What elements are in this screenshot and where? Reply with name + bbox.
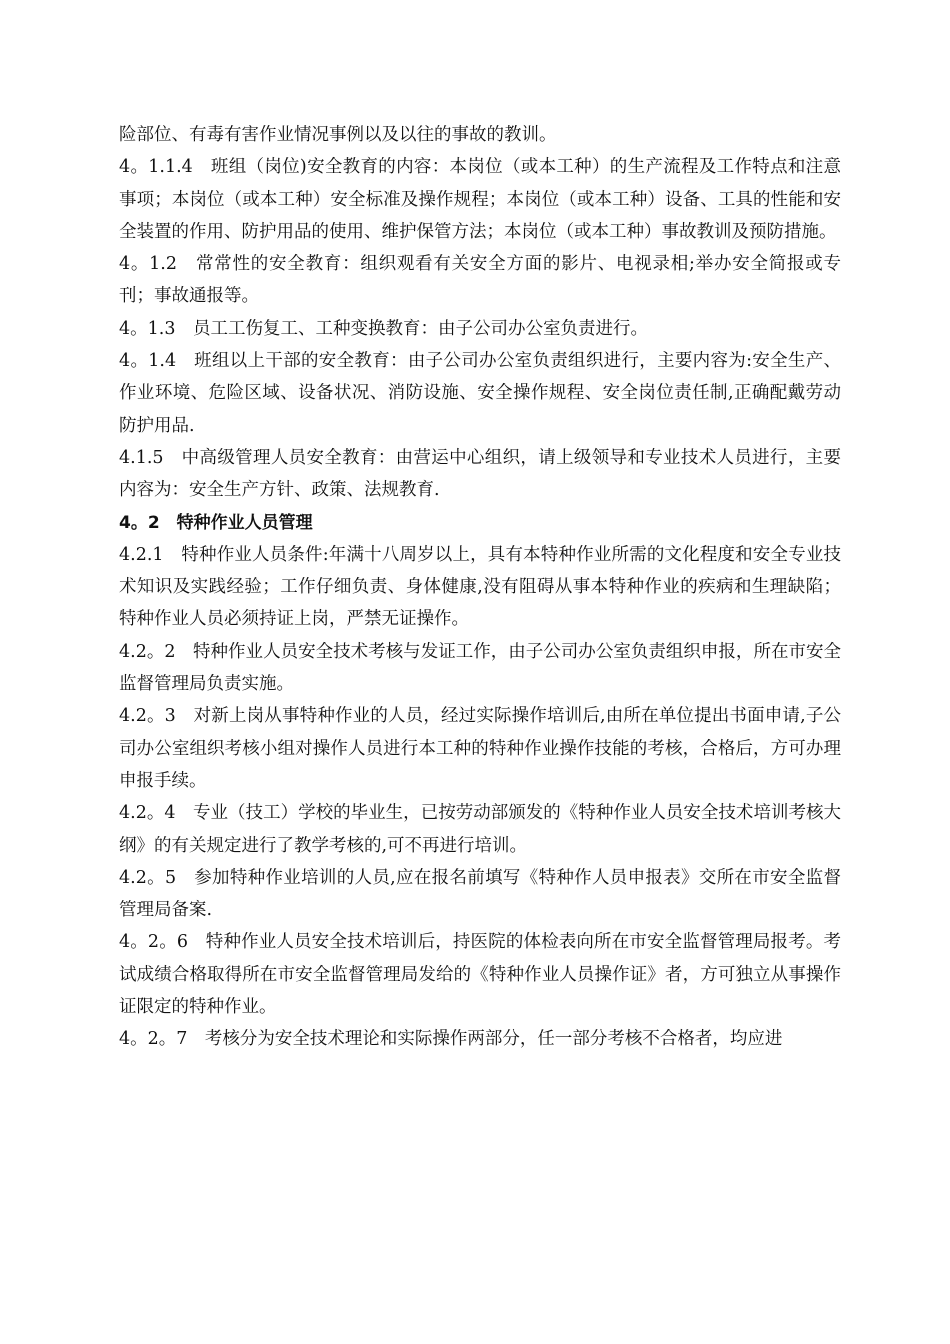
paragraph-4-1-2: 4。1.2 常常性的安全教育：组织观看有关安全方面的影片、电视录相;举办安全简报或专刊；事故通报等。 (119, 254, 841, 307)
paragraph-4-2-1: 4.2.1 特种作业人员条件:年满十八周岁以上，具有本特种作业所需的文化程度和安全专业技术知识及实践经验；工作仔细负责、身体健康,没有阻碍从事本特种作业的疾病和生理缺陷；特种作业人员必须持证上岗，严禁无证操作。 (119, 544, 841, 630)
paragraph-4-2-3: 4.2。3 对新上岗从事特种作业的人员，经过实际操作培训后,由所在单位提出书面申请,子公司办公室组织考核小组对操作人员进行本工种的特种作业操作技能的考核，合格后，方可办理申报手续。 (119, 706, 841, 791)
section-heading-4-2: 4。2 特种作业人员管理 (119, 512, 313, 533)
paragraph-4-1-3: 4。1.3 员工工伤复工、工种变换教育：由子公司办公室负责进行。 (119, 318, 648, 339)
paragraph-4-1-5: 4.1.5 中高级管理人员安全教育：由营运中心组织，请上级领导和专业技术人员进行，主要内容为：安全生产方针、政策、法规教育. (119, 447, 841, 501)
paragraph-4-1-1-4: 4。1.1.4 班组（岗位)安全教育的内容：本岗位（或本工种）的生产流程及工作特点和注意事项；本岗位（或本工种）安全标准及操作规程；本岗位（或本工种）设备、工具的性能和安全装置的作用、防护用品的使用、维护保管方法；本岗位（或本工种）事故教训及预防措施。 (119, 157, 841, 242)
paragraph-4-1-4: 4。1.4 班组以上干部的安全教育：由子公司办公室负责组织进行，主要内容为:安全生产、作业环境、危险区域、设备状况、消防设施、安全操作规程、安全岗位责任制,正确配戴劳动防护用品. (119, 351, 841, 436)
paragraph-continuation: 险部位、有毒有害作业情况事例以及以往的事故的教训。 (119, 125, 557, 145)
paragraph-4-2-2: 4.2。2 特种作业人员安全技术考核与发证工作，由子公司办公室负责组织申报，所在市安全监督管理局负责实施。 (119, 641, 841, 695)
paragraph-4-2-6: 4。2。6 特种作业人员安全技术培训后，持医院的体检表向所在市安全监督管理局报考。考试成绩合格取得所在市安全监督管理局发给的《特种作业人员操作证》者，方可独立从事操作证限定的特种作业。 (119, 932, 841, 1018)
paragraph-4-2-4: 4.2。4 专业（技工）学校的毕业生，已按劳动部颁发的《特种作业人员安全技术培训考核大纲》的有关规定进行了教学考核的,可不再进行培训。 (119, 803, 841, 856)
paragraph-4-2-7: 4。2。7 考核分为安全技术理论和实际操作两部分，任一部分考核不合格者，均应进 (119, 1029, 783, 1050)
document-body (119, 119, 841, 1056)
paragraph-4-2-5: 4.2。5 参加特种作业培训的人员,应在报名前填写《特种作人员申报表》交所在市安全监督管理局备案. (119, 867, 841, 921)
